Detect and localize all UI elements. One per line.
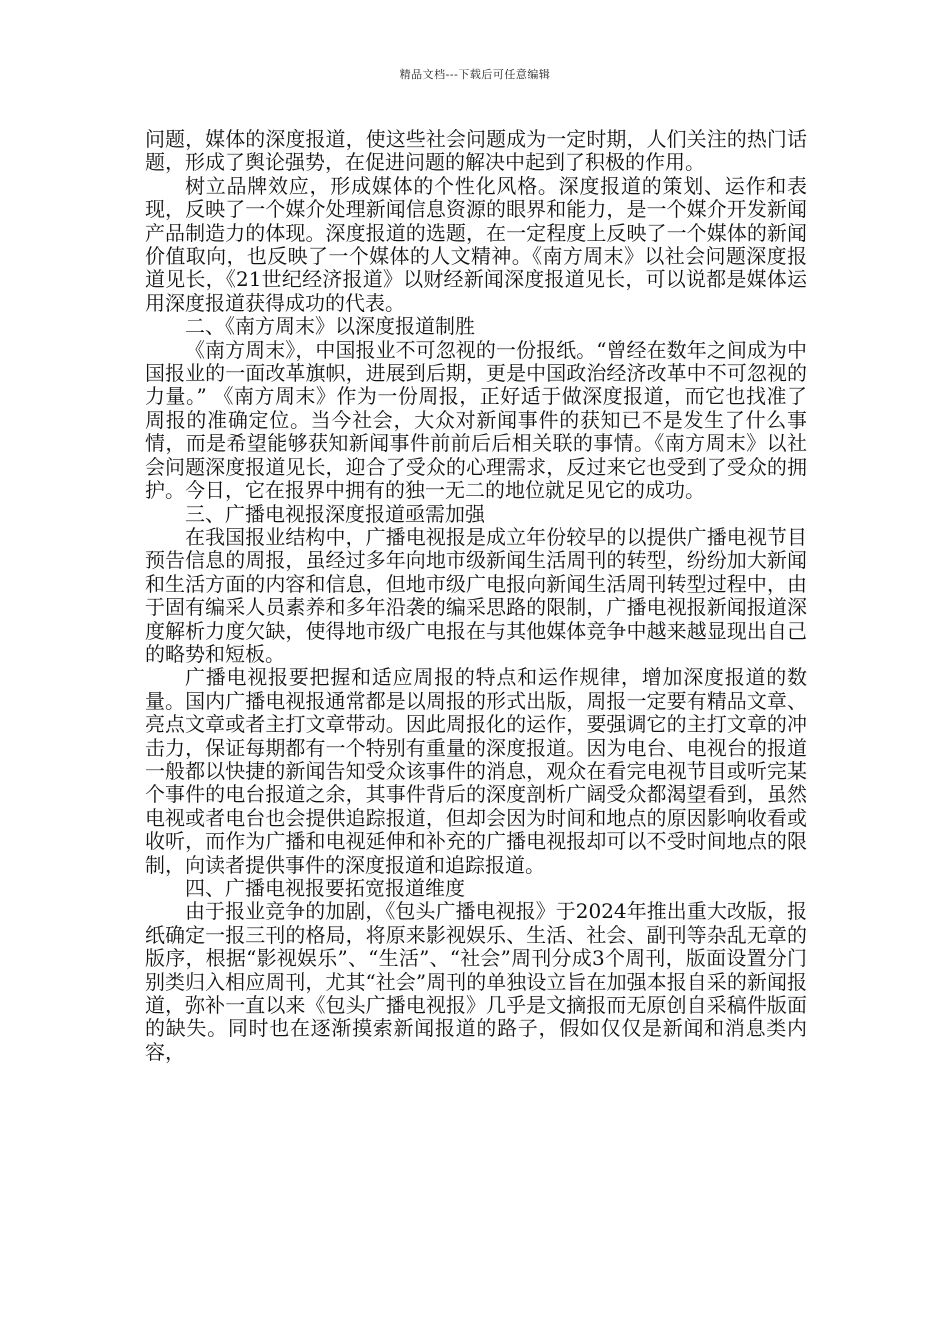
section-heading-2: 二、《南方周末》以深度报道制胜 [185, 314, 475, 339]
paragraph: 广播电视报要把握和适应周报的特点和运作规律，增加深度报道的数量。国内广播电视报通常都是以周报的形式出版，周报一定要有精品文章、亮点文章或者主打文章带动。因此周报化的运作，要强调它的主打文章的冲击力，保证每期都有一个特别有重量的深度报道。因为电台、电视台的报道一般都以快捷的新闻告知受众该事件的消息，观众在看完电视节目或听完某个事件的电台报道之余，其事件背后的深度剖析广阔受众都渴望看到，虽然电视或者电台也会提供追踪报道，但却会因为时间和地点的原因影响收看或收听，而作为广播和电视延伸和补充的广播电视报却可以不受时间地点的限制，向读者提供事件的深度报道和追踪报道。 [145, 665, 807, 877]
paragraph: 在我国报业结构中，广播电视报是成立年份较早的以提供广播电视节目预告信息的周报，虽经过多年向地市级新闻生活周刊的转型，纷纷加大新闻和生活方面的内容和信息，但地市级广电报向新闻生活周刊转型过程中，由于固有编采人员素养和多年沿袭的编采思路的限制，广播电视报新闻报道深度解析力度欠缺，使得地市级广电报在与其他媒体竞争中越来越显现出自己的略势和短板。 [145, 524, 807, 666]
paragraph: 树立品牌效应，形成媒体的个性化风格。深度报道的策划、运作和表现，反映了一个媒介处理新闻信息资源的眼界和能力，是一个媒介开发新闻产品制造力的体现。深度报道的选题，在一定程度上反映了一个媒体的新闻价值取向，也反映了一个媒体的人文精神。《南方周末》以社会问题深度报道见长，《21世纪经济报道》以财经新闻深度报道见长，可以说都是媒体运用深度报道获得成功的代表。 [145, 173, 807, 315]
page-header: 精品文档---下载后可任意编辑 [399, 68, 551, 81]
section-heading-3: 三、广播电视报深度报道亟需加强 [185, 501, 485, 526]
paragraph: 由于报业竞争的加剧，《包头广播电视报》于2024年推出重大改版，报纸确定一报三刊的格局，将原来影视娱乐、生活、社会、副刊等杂乱无章的版序，根据“影视娱乐”、“生活”、“社会”周刊分成3个周刊，版面设置分门别类归入相应周刊，尤其“社会”周刊的单独设立旨在加强本报自采的新闻报道，弥补一直以来《包头广播电视报》几乎是文摘报而无原创自采稿件版面的缺失。同时也在逐渐摸索新闻报道的路子，假如仅仅是新闻和消息类内容， [145, 899, 807, 1064]
section-heading-4: 四、广播电视报要拓宽报道维度 [185, 876, 465, 900]
document-body [145, 128, 807, 1064]
paragraph: 《南方周末》，中国报业不可忽视的一份报纸。“曾经在数年之间成为中国报业的一面改革旗帜，进展到后期，更是中国政治经济改革中不可忽视的力量。” 《南方周末》作为一份周报，正好适于做深度报道，而它也找准了周报的准确定位。当今社会，大众对新闻事件的获知已不是发生了什么事情，而是希望能够获知新闻事件前前后后相关联的事情。《南方周末》以社会问题深度报道见长，迎合了受众的心理需求，反过来它也受到了受众的拥护。今日，它在报界中拥有的独一无二的地位就足见它的成功。 [145, 337, 807, 503]
paragraph-continuation: 问题，媒体的深度报道，使这些社会问题成为一定时期，人们关注的热门话题，形成了舆论强势，在促进问题的解决中起到了积极的作用。 [145, 127, 807, 175]
